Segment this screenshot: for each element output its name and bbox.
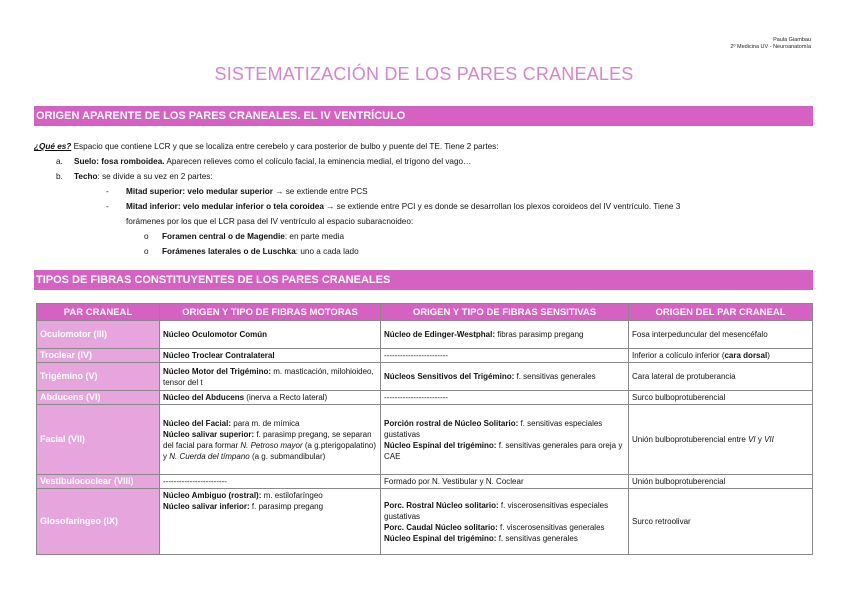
- list-item-dash-1: - Mitad superior: velo medular superior → se extiende entre PCS: [106, 187, 368, 196]
- nerve-name: Abducens (VI): [37, 391, 160, 405]
- intro-text: [34, 139, 813, 259]
- motor-cell: Núcleo Oculomotor Común: [160, 321, 381, 349]
- sensory-cell: Porc. Rostral Núcleo solitario: f. viscerosensitivas especiales gustativas Porc. Caudal Núcleo solitario: f. viscerosensitivas generales Núcleo Espinal del trigémino: f. sensitivas generales: [381, 489, 629, 555]
- section-heading-origin: ORIGEN APARENTE DE LOS PARES CRANEALES. EL IV VENTRÍCULO: [34, 106, 813, 126]
- motor-cell: Núcleo Motor del Trigémino: m. masticación, milohioideo, tensor del t: [160, 363, 381, 391]
- nerve-name: Glosofaríngeo (IX): [37, 489, 160, 555]
- header-cell: ORIGEN DEL PAR CRANEAL: [629, 304, 813, 321]
- list-item-a: a. Suelo: fosa romboidea. Aparecen relieves como el colículo facial, la eminencia medial, el trígono del vago…: [56, 157, 472, 166]
- sensory-cell: Formado por N. Vestibular y N. Coclear: [381, 475, 629, 489]
- header-cell: ORIGEN Y TIPO DE FIBRAS MOTORAS: [160, 304, 381, 321]
- list-item-o-2: o Forámenes laterales o de Luschka: uno a cada lado: [144, 247, 359, 256]
- table-row: [37, 475, 813, 489]
- table-row: [37, 321, 813, 349]
- origin-cell: Surco retroolivar: [629, 489, 813, 555]
- origin-cell: Surco bulboprotuberencial: [629, 391, 813, 405]
- list-item-dash-2: - Mitad inferior: velo medular inferior o tela coroidea → se extiende entre PCI y es donde se desarrollan los plexos coroideos del IV ventrículo. Tiene 3: [106, 202, 681, 211]
- origin-cell: Unión bulboprotuberencial entre VI y VII: [629, 405, 813, 475]
- nerve-name: Oculomotor (III): [37, 321, 160, 349]
- list-item-b: b. Techo: se divide a su vez en 2 partes:: [56, 172, 213, 181]
- table-row: [37, 405, 813, 475]
- nerve-name: Trigémino (V): [37, 363, 160, 391]
- cranial-nerves-table: [36, 303, 813, 555]
- sensory-cell: Núcleo de Edinger-Westphal: fibras parasimp pregang: [381, 321, 629, 349]
- motor-cell: ------------------------: [160, 475, 381, 489]
- table-header-row: [37, 304, 813, 321]
- motor-cell: Núcleo Ambiguo (rostral): m. estilofaríngeo Núcleo salivar inferior: f. parasimp pregang: [160, 489, 381, 555]
- section-heading-fibers: TIPOS DE FIBRAS CONSTITUYENTES DE LOS PARES CRANEALES: [34, 270, 813, 290]
- origin-cell: Unión bulboprotuberencial: [629, 475, 813, 489]
- table-row: [37, 489, 813, 555]
- origin-cell: Cara lateral de protuberancia: [629, 363, 813, 391]
- motor-cell: Núcleo del Facial: para m. de mímica Núcleo salivar superior: f. parasimp pregang, se separan del facial para formar N. Petroso mayor (a g.pterigopalatino) y N. Cuerda del tímpano (a g. submandibular): [160, 405, 381, 475]
- list-item-dash-2-cont: forámenes por los que el LCR pasa del IV ventrículo al espacio subaracnoideo:: [126, 217, 414, 226]
- author-name: Paula Giambau: [773, 37, 811, 43]
- nerve-name: Vestibulococlear (VIII): [37, 475, 160, 489]
- table-row: [37, 391, 813, 405]
- motor-cell: Núcleo Troclear Contralateral: [160, 349, 381, 363]
- sensory-cell: Porción rostral de Núcleo Solitario: f. sensitivas especiales gustativas Núcleo Espinal del trigémino: f. sensitivas generales para oreja y CAE: [381, 405, 629, 475]
- page-title: SISTEMATIZACIÓN DE LOS PARES CRANEALES: [214, 64, 634, 84]
- nerve-name: Troclear (IV): [37, 349, 160, 363]
- list-item-o-1: o Foramen central o de Magendie: en parte media: [144, 232, 345, 241]
- table-row: [37, 363, 813, 391]
- origin-cell: Fosa interpeduncular del mesencéfalo: [629, 321, 813, 349]
- motor-cell: Núcleo del Abducens (inerva a Recto lateral): [160, 391, 381, 405]
- intro-question: ¿Qué es? Espacio que contiene LCR y que se localiza entre cerebelo y cara posterior de bulbo y puente del TE. Tiene 2 partes:: [34, 142, 499, 151]
- sensory-cell: ------------------------: [381, 349, 629, 363]
- header-cell: PAR CRANEAL: [37, 304, 160, 321]
- table-row: [37, 349, 813, 363]
- sensory-cell: Núcleos Sensitivos del Trigémino: f. sensitivas generales: [381, 363, 629, 391]
- origin-cell: Inferior a colículo inferior (cara dorsal): [629, 349, 813, 363]
- sensory-cell: ------------------------: [381, 391, 629, 405]
- header-cell: ORIGEN Y TIPO DE FIBRAS SENSITIVAS: [381, 304, 629, 321]
- nerve-name: Facial (VII): [37, 405, 160, 475]
- header-meta: [730, 37, 811, 51]
- course-name: 2º Medicina UV - Neuroanatomía: [730, 44, 811, 50]
